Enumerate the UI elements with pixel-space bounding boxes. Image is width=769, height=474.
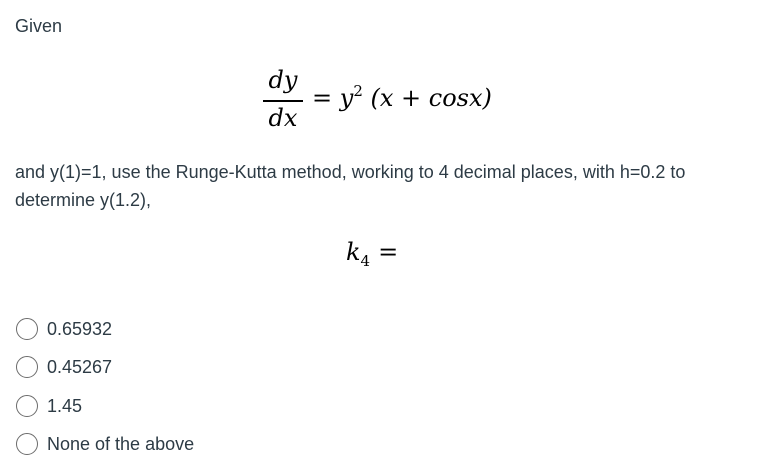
fraction-bar [263, 100, 303, 102]
answer-option-4[interactable] [16, 432, 194, 456]
fraction-numerator: dy [268, 66, 298, 94]
rhs-body: (x + cosx) [370, 84, 492, 112]
fraction-denominator: dx [268, 104, 298, 132]
option-label[interactable]: 1.45 [47, 395, 83, 416]
k4-expression [346, 238, 398, 270]
k-symbol: k [346, 238, 361, 266]
radio-button[interactable] [16, 395, 38, 417]
radio-button[interactable] [16, 433, 38, 455]
option-label[interactable]: None of the above [47, 433, 195, 454]
option-label[interactable]: 0.45267 [47, 356, 113, 377]
answer-option-1[interactable] [16, 317, 112, 341]
answer-option-3[interactable] [16, 394, 82, 418]
k4-equals: = [378, 238, 399, 266]
equals-sign: = [312, 84, 333, 112]
question-intro: Given [15, 16, 63, 36]
differential-equation [262, 66, 522, 138]
rhs-exponent: 2 [353, 82, 363, 100]
radio-button[interactable] [16, 356, 38, 378]
radio-button[interactable] [16, 318, 38, 340]
equation-rhs [312, 84, 492, 112]
k-subscript: 4 [360, 251, 371, 270]
rhs-y: y [339, 84, 354, 112]
answer-option-2[interactable] [16, 355, 112, 379]
option-label[interactable]: 0.65932 [47, 318, 113, 339]
question-statement: and y(1)=1, use the Runge-Kutta method, working to 4 decimal places, with h=0.2 to determine y(1.2), [15, 162, 686, 210]
